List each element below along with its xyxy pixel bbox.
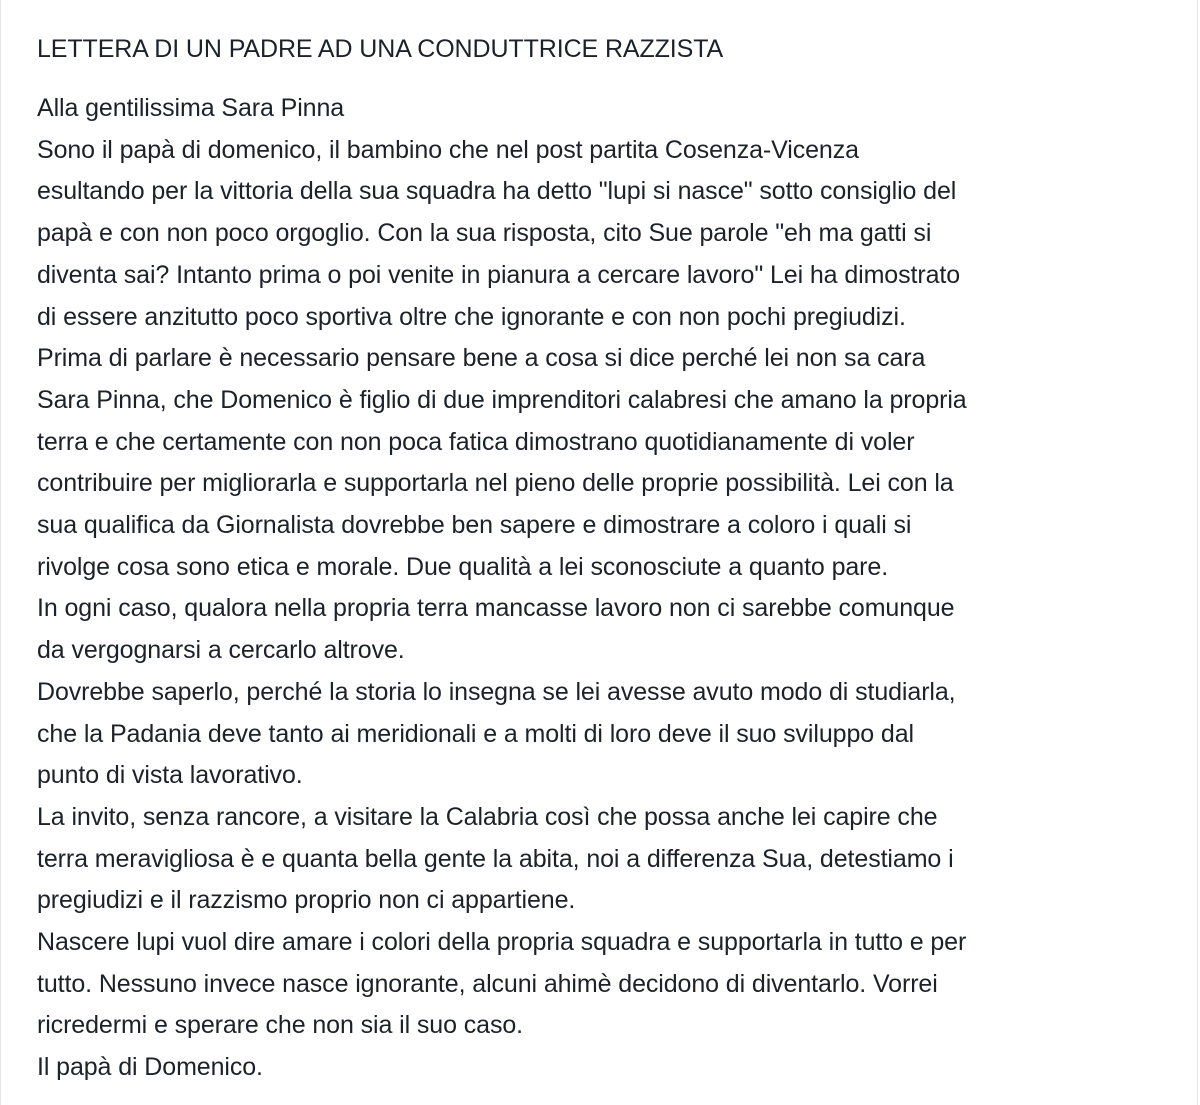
post-line: Il papà di Domenico. — [37, 1053, 263, 1082]
post-line: esultando per la vittoria della sua squadra ha detto "lupi si nasce" sotto consiglio del — [37, 177, 957, 206]
post-line: ricredermi e sperare che non sia il suo caso. — [37, 1011, 524, 1040]
post-title: LETTERA DI UN PADRE AD UNA CONDUTTRICE RAZZISTA — [37, 35, 724, 63]
post-line: Prima di parlare è necessario pensare bene a cosa si dice perché lei non sa cara — [37, 344, 926, 373]
post-line: papà e con non poco orgoglio. Con la sua risposta, cito Sue parole "eh ma gatti si — [37, 219, 932, 248]
post-line: punto di vista lavorativo. — [37, 761, 303, 790]
post-body — [37, 88, 1197, 1089]
post-line: Alla gentilissima Sara Pinna — [37, 94, 345, 122]
post-line: rivolge cosa sono etica e morale. Due qualità a lei sconosciute a quanto pare. — [37, 552, 889, 581]
post-line: che la Padania deve tanto ai meridionali e a molti di loro deve il suo sviluppo dal — [37, 719, 914, 748]
post-line: pregiudizi e il razzismo proprio non ci appartiene. — [37, 886, 576, 915]
post-line: In ogni caso, qualora nella propria terra mancasse lavoro non ci sarebbe comunque — [37, 594, 955, 623]
post-line: tutto. Nessuno invece nasce ignorante, alcuni ahimè decidono di diventarlo. Vorrei — [37, 969, 938, 998]
post-line: Nascere lupi vuol dire amare i colori della propria squadra e supportarla in tutto e per — [37, 928, 967, 957]
post-line: Sara Pinna, che Domenico è figlio di due imprenditori calabresi che amano la propria — [37, 385, 967, 414]
post-line: terra meravigliosa è e quanta bella gente la abita, noi a differenza Sua, detestiamo i — [37, 844, 954, 873]
post-line: di essere anzitutto poco sportiva oltre che ignorante e con non pochi pregiudizi. — [37, 302, 906, 331]
post-line: La invito, senza rancore, a visitare la Calabria così che possa anche lei capire che — [37, 802, 938, 831]
post-line: diventa sai? Intanto prima o poi venite in pianura a cercare lavoro" Lei ha dimostrato — [37, 260, 961, 289]
post-line: sua qualifica da Giornalista dovrebbe ben sapere e dimostrare a coloro i quali si — [37, 511, 912, 540]
post-line: da vergognarsi a cercarlo altrove. — [37, 636, 405, 665]
post-line: Dovrebbe saperlo, perché la storia lo insegna se lei avesse avuto modo di studiarla, — [37, 677, 956, 706]
post-line: Sono il papà di domenico, il bambino che nel post partita Cosenza-Vicenza — [37, 135, 859, 164]
post-line: contribuire per migliorarla e supportarla nel pieno delle proprie possibilità. Lei con la — [37, 469, 954, 498]
post-line: terra e che certamente con non poca fatica dimostrano quotidianamente di voler — [37, 427, 915, 456]
